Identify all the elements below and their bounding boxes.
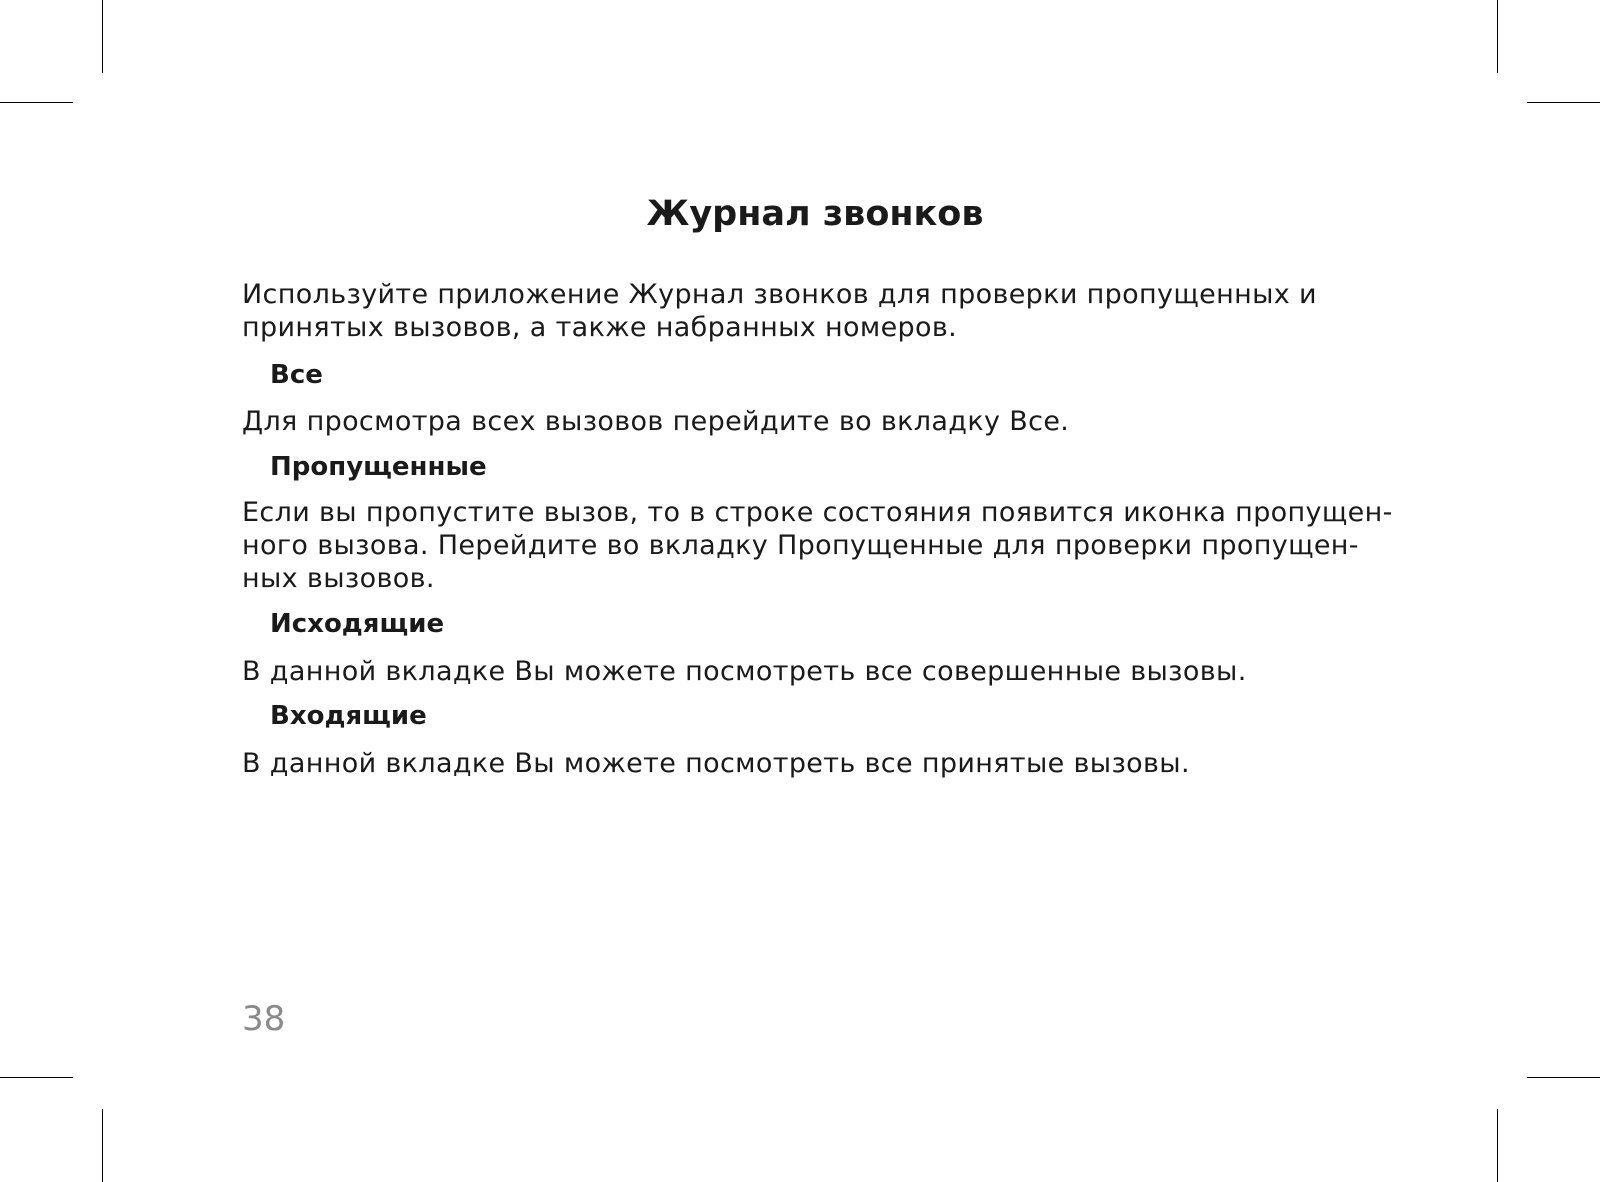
- crop-mark-top-right-vertical: [1497, 0, 1498, 73]
- section-text-missed: [242, 496, 1412, 595]
- intro-paragraph: [242, 278, 1412, 344]
- crop-mark-bottom-right-horizontal: [1527, 1077, 1600, 1078]
- section-line: Если вы пропустите вызов, то в строке состояния появится иконка пропущен-: [242, 497, 1393, 528]
- crop-mark-top-left-vertical: [102, 0, 103, 73]
- section-line: ного вызова. Перейдите во вкладку Пропущенные для проверки пропущен-: [242, 530, 1359, 561]
- crop-mark-top-right-horizontal: [1527, 102, 1600, 103]
- section-text-incoming: [242, 747, 1412, 780]
- intro-line: принятых вызовов, а также набранных номеров.: [242, 312, 958, 343]
- crop-mark-bottom-left-horizontal: [0, 1077, 73, 1078]
- section-line: ных вызовов.: [242, 563, 435, 594]
- intro-line: Используйте приложение Журнал звонков для проверки пропущенных и: [242, 279, 1317, 310]
- crop-mark-bottom-right-vertical: [1497, 1109, 1498, 1182]
- section-heading-incoming: Входящие: [270, 701, 427, 731]
- crop-mark-bottom-left-vertical: [102, 1109, 103, 1182]
- section-heading-outgoing: Исходящие: [270, 609, 445, 639]
- crop-mark-top-left-horizontal: [0, 102, 73, 103]
- page-number: 38: [242, 999, 286, 1039]
- section-heading-all: Все: [270, 360, 323, 390]
- page-title: Журнал звонков: [646, 194, 984, 234]
- section-text-all: [242, 405, 1412, 438]
- section-text-outgoing: [242, 655, 1412, 688]
- section-line: В данной вкладке Вы можете посмотреть все совершенные вызовы.: [242, 656, 1247, 687]
- section-heading-missed: Пропущенные: [270, 452, 487, 482]
- section-line: В данной вкладке Вы можете посмотреть все принятые вызовы.: [242, 748, 1190, 779]
- section-line: Для просмотра всех вызовов перейдите во вкладку Все.: [242, 406, 1070, 437]
